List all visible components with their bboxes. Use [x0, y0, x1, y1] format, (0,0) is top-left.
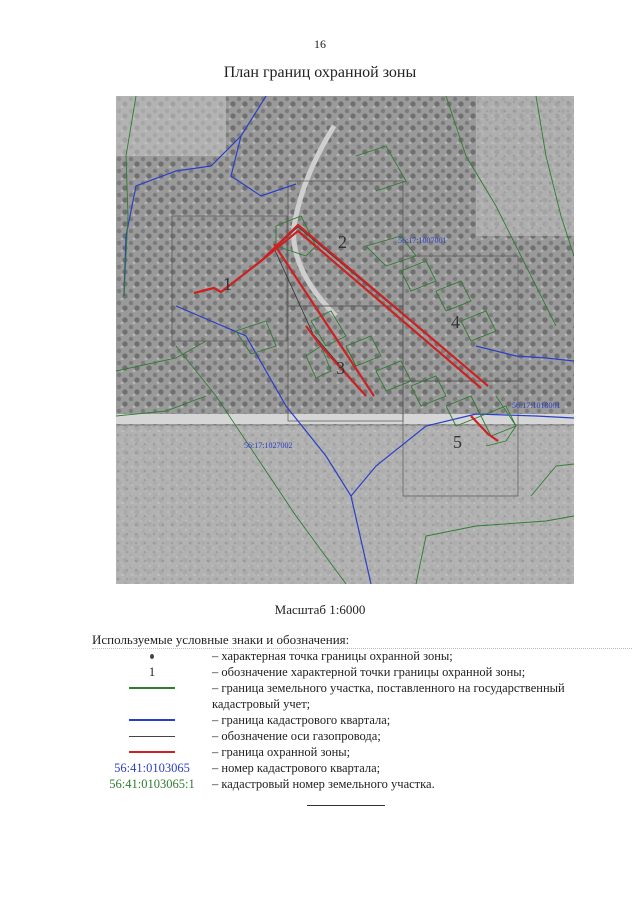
legend-row [92, 744, 612, 760]
legend-row [92, 776, 612, 792]
legend-row [92, 664, 612, 680]
point-label: 5 [453, 432, 462, 452]
parcel-number-symbol: 56:41:0103065:1 [109, 777, 195, 791]
point-label: 4 [451, 312, 460, 332]
boundary-point-symbol [150, 654, 154, 659]
legend [92, 648, 612, 792]
map-scale: Масштаб 1:6000 [274, 602, 366, 617]
footer-divider [307, 805, 385, 806]
legend-text: – обозначение оси газопровода; [212, 729, 381, 743]
quarter-number: 56:17:1027002 [244, 441, 293, 450]
legend-text: – номер кадастрового квартала; [212, 761, 381, 775]
legend-text: – граница кадастрового квартала; [212, 713, 391, 727]
legend-row [92, 680, 612, 712]
pipeline-axis-symbol [129, 736, 175, 737]
quarter-number-symbol: 56:41:0103065 [114, 761, 190, 775]
point-label: 2 [338, 232, 347, 252]
legend-row [92, 712, 612, 728]
protective-zone-symbol [129, 751, 175, 753]
legend-text: – обозначение характерной точки границы охранной зоны; [212, 665, 526, 679]
legend-text: – кадастровый номер земельного участка. [212, 777, 435, 791]
point-label: 3 [336, 358, 345, 378]
legend-row [92, 728, 612, 744]
quarter-number: 56:17:1007001 [398, 236, 447, 245]
boundary-map [116, 96, 574, 584]
legend-row [92, 760, 612, 776]
legend-row [92, 648, 612, 664]
legend-text: – граница охранной зоны; [212, 745, 351, 759]
parcel-boundary-symbol [129, 687, 175, 689]
page-title: План границ охранной зоны [223, 64, 417, 81]
page-number: 16 [314, 37, 326, 51]
legend-text: – граница земельного участка, поставленного на государственный кадастровый учет; [212, 681, 565, 711]
legend-text: – характерная точка границы охранной зоны; [212, 649, 453, 663]
quarter-number: 56:17:1018001 [512, 401, 561, 410]
point-number-symbol: 1 [148, 665, 156, 679]
quarter-boundary-symbol [129, 719, 175, 721]
legend-heading: Используемые условные знаки и обозначения: [92, 632, 350, 647]
point-label: 1 [223, 274, 232, 294]
